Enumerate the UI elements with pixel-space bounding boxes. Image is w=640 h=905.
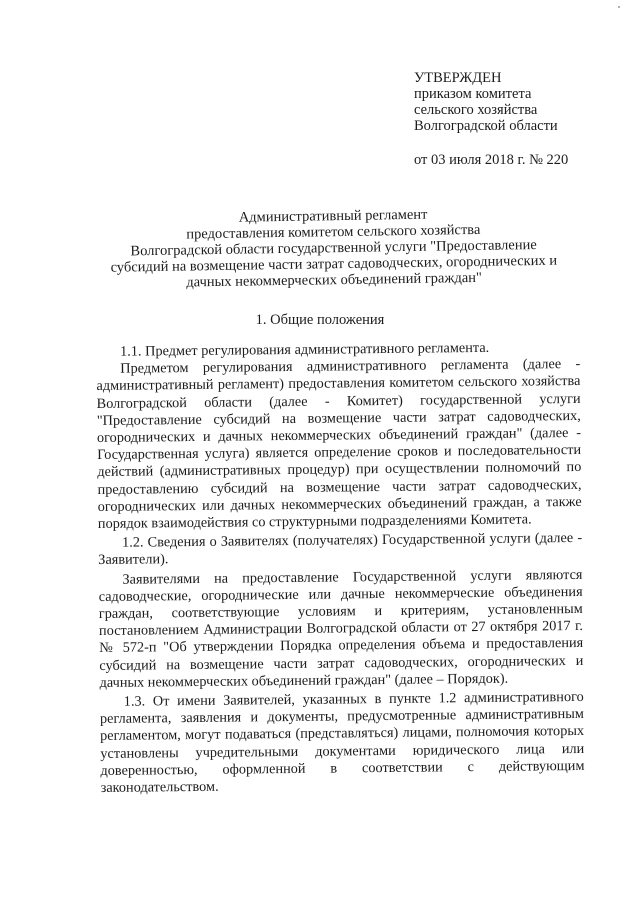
document-title bbox=[90, 204, 577, 292]
title-line: Волгоградской области государственной услуги "Предоставление bbox=[130, 236, 537, 260]
approval-line: приказом комитета bbox=[414, 86, 532, 102]
title-line: субсидий на возмещение части затрат садоводческих, огороднических и bbox=[110, 252, 558, 276]
paragraph: Заявителями на предоставление Государственной услуги являются садоводческие, огороднические или дачные некоммерческие объединения граждан, соответствующие условиям и критериям, установленным постановлением Администрации Волгоградской области от 27 октября 2017 г. № 572-п "Об утверждении Порядка определения объема и предоставления субсидий на возмещение части затрат садоводческих, огороднических и дачных некоммерческих объединений граждан" (далее – Порядок). bbox=[98, 566, 584, 691]
paragraph: Предметом регулирования административного регламента (далее - административный регламент) предоставления комитетом сельского хозяйства Волгоградской области (далее - Комитет) государственной услуги "Предоставление субсидий на возмещение части затрат садоводческих, огороднических и дачных некоммерческих объединений граждан" (далее - Государственная услуга) является определение сроков и последовательности действий (административных процедур) при осуществлении полномочий по предоставлению субсидий на возмещение части затрат садоводческих, огороднических или дачных некоммерческих объединений граждан, а также порядок взаимодействия со структурными подразделениями Комитета. bbox=[96, 356, 582, 533]
paragraph: 1.2. Сведения о Заявителях (получателях) Государственной услуги (далее - Заявители). bbox=[98, 530, 583, 569]
title-line: дачных некоммерческих объединений граждан" bbox=[186, 269, 483, 291]
paragraph: 1.1. Предмет регулирования административного регламента. bbox=[119, 339, 490, 360]
paragraph: 1.3. От имени Заявителей, указанных в пункте 1.2 административного регламента, заявления и документы, предусмотренные административным регламентом, могут подаваться (представляться) лицами, полномочия которых установлены учредительными документами юридического лица или доверенностью, оформленной в соответствии с действующим законодательством. bbox=[99, 688, 585, 797]
scan-speck bbox=[618, 6, 620, 8]
approval-line: УТВЕРЖДЕН bbox=[414, 70, 502, 86]
section-heading: 1. Общие положения bbox=[255, 312, 385, 328]
approval-line: сельского хозяйства bbox=[414, 102, 538, 118]
approval-stamp bbox=[414, 70, 568, 168]
document-body bbox=[96, 339, 585, 797]
title-line: предоставления комитетом сельского хозяйства bbox=[186, 221, 481, 243]
approval-line: Волгоградской области bbox=[414, 118, 558, 134]
approval-date: от 03 июля 2018 г. № 220 bbox=[414, 152, 569, 168]
title-line: Административный регламент bbox=[238, 206, 428, 226]
